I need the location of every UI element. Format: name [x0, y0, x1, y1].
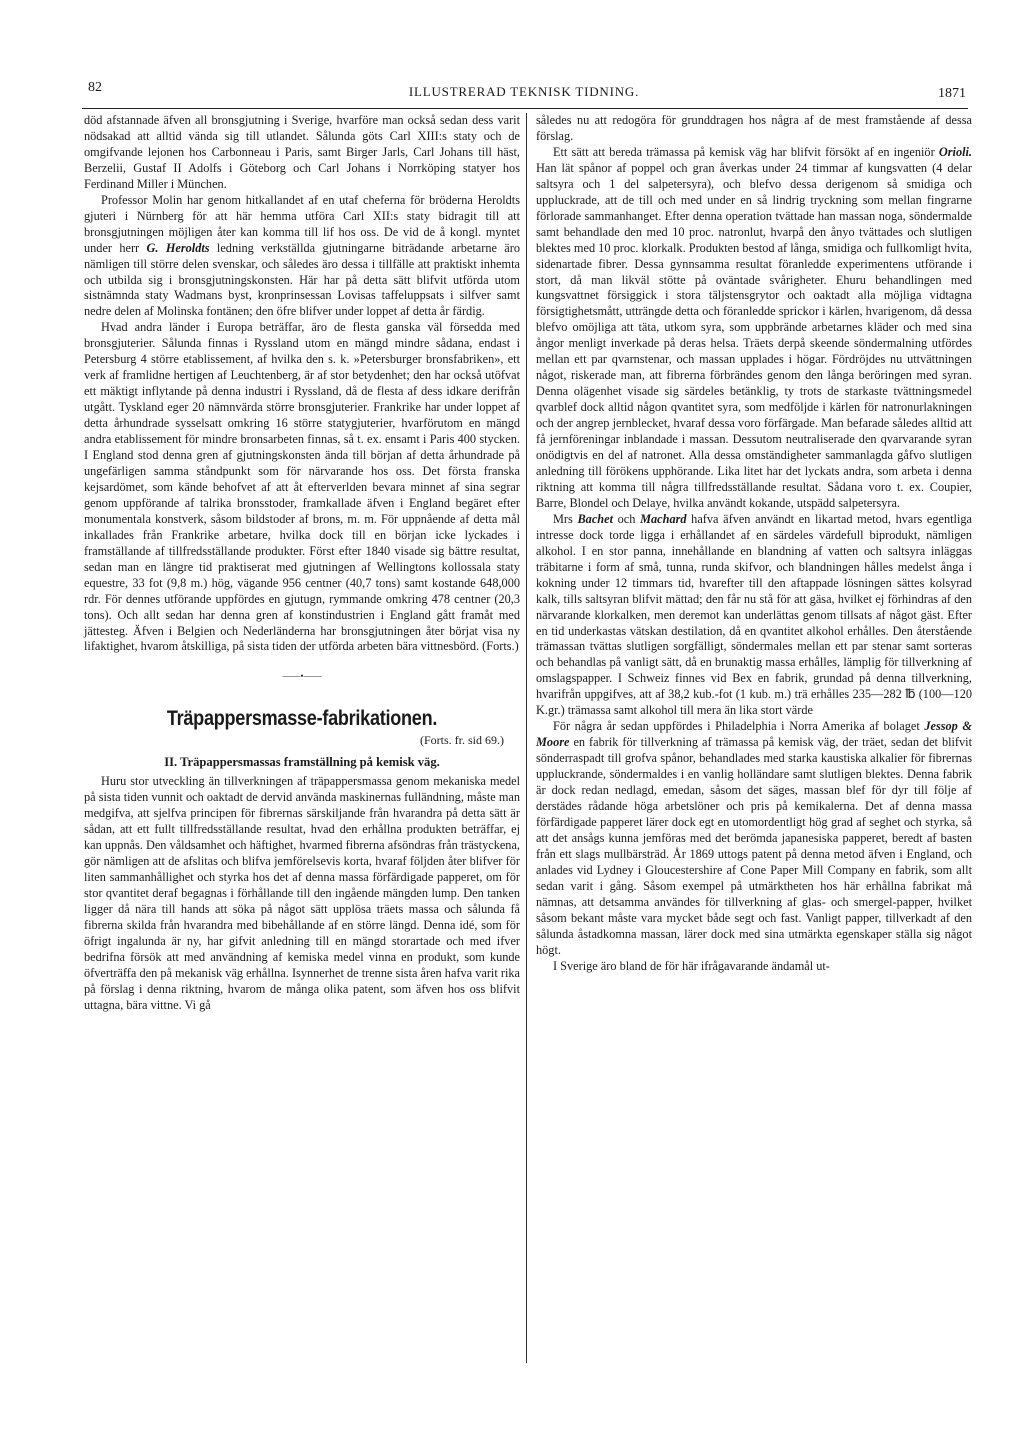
text-run: en fabrik för tillverkning af trämassa på kemisk väg, der träet, sedan det blifvit sönderraspadt till grofva spånor, behandlades med starka kaustiska alkalier för fibrernas uppluckrande, söndermaldes i en vanlig holländare samt slutligen blektes. Denna fabrik är dock redan nedlagd, emedan, såsom det säges, massan blef för dyr till följe af derstädes rådande höga arbetslöner och pris på kemikalerna. Det af denna massa förfärdigade papperet lärer dock egt en utomordentligt hög grad af seghet och styrka, så att det ansågs kunna jemföras med det berömda japanesiska papperet, beredt af basten från ett slags mullbärsträd. År 1869 uttogs patent på denna metod äfven i England, och anlades vid Lydney i Gloucestershire af Cone Paper Mill Company en fabrik, som allt sedan varit i gång. Såsom exempel på utmärktheten hos här erhållna fabrikat må nämnas, att detsamma användes för tillverkning af glas- och smergel-papper, hvilket såsom bekant måste vara mycket både segt och fast. Vanligt papper, tillverkadt af den sålunda åstadkomna massan, lärer dock med sina utmärkta egenskaper ställa sig något högt. [536, 735, 972, 957]
text-run: För några år sedan uppfördes i Philadelphia i Norra Amerika af bolaget [553, 719, 925, 734]
left-column [84, 113, 520, 1014]
text-run: hafva äfven användt en likartad metod, hvars egentliga intresse dock torde ligga i erhållandet af en särdeles värdefull biprodukt, nämligen alkohol. I en stor panna, innehållande en blandning af vatten och saltsyra inläggas träbitarne i form af små, tunna, runda skifvor, och blandningen hålles medelst ånga i kokning under 12 timmars tid, hvarefter till den aftappade lösningen sättes kolsyrad kalk, tills saltsyran blifvit mättad; den får nu stå för att gäsa, hvilket ej förhindras af den närvarande klorkalken, men deremot kan underlättas genom tillsats af något gäst. Efter en tid underkastas vätskan destilation, då en qvantitet alkohol erhålles. Den återstående trämassan tvättas slutligen sorgfälligt, söndermales mellan ett par stenar samt sorteras och behandlas på vanligt sätt, då en brunaktig massa erhålles, lämplig för tillverkning af omslagspapper. I Schweiz finnes vid Bex en fabrik, grundad på denna tillverkning, hvarifrån uppgifves, att af 38,2 kub.-fot (1 kub. m.) trä erhålles 235—282 ℔ (100—120 K.gr.) trämassa samt alkohol till mera än lika stort värde [536, 511, 972, 718]
paragraph: således nu att redogöra för grunddragen hos några af de mest framstående af dessa förslag. [536, 113, 972, 143]
paragraph: Huru stor utveckling än tillverkningen af träpappersmassa genom mekaniska medel på sista tiden vunnit och oaktadt de dervid använda maskinernas fulländning, måste man medgifva, att sjelfva principen för fibrernas särskiljande från hvarandra på detta sätt är sådan, att ett fullt tillfredsställande resultat, hvad den erhållna produkten beträffar, ej kan uppnås. Den våldsamhet och häftighet, hvarmed fibrerna afsöndras från trästyckena, gör nämligen att de afslitas och blifva jemförelsevis korta, hvaraf följden åter blifver för liten sammanhållighet och styrka hos det af denna massa förfärdigade papperet, om för stor qvantitet deraf begagnas i förhållande till den ingående mängden lump. Den tanken ligger då nära till hands att söka på något sätt upplösa träets massa och sålunda få fibrerna skilda från hvarandra med bibehållande af en större längd. Denna idé, som för öfrigt ingalunda är ny, har gifvit anledning till en mängd storartade och med ifver bedrifna försök att med användning af kemiska medel vinna en produkt, som kunde öfverträffa den på mekanisk väg erhållna. Isynnerhet de trenne sista åren hafva varit rika på förslag i denna riktning, hvarom de många olika patent, som äfven hos oss blifvit uttagna, bära vittne. Vi gå [84, 774, 520, 1012]
right-column [536, 113, 972, 974]
section-subtitle: II. Träpappersmassas framställning på kemisk väg. [164, 755, 440, 770]
section-title: Träpappersmasse-fabrikationen. [166, 707, 438, 731]
paragraph [536, 719, 972, 958]
header-rule [82, 108, 968, 109]
text-run: Han lät spånor af poppel och gran åverkas under 24 timmar af kungsvatten (4 delar saltsyra och 1 del salpetersyra), och blefvo dessa derigenom så smidiga och uppluckrade, att de till och med under en så lindrig tryckning som mellan fingrarne förlorade sammanhanget. Efter denna operation tvättade han massan noga, söndermalde samt behandlade den med 10 proc. natronlut, hvarpå den ånyo tvättades och slutligen blektes med 10 proc. klorkalk. Produkten bestod af långa, smidiga och fullkomligt hvita, sidenartade fibrer. Dessa gynnsamma resultat föranledde experimentens utförande i stort, då man likväl stötte på oväntade svårigheter. Ehuru behandlingen med kungsvattnet försiggick i stora täljstensgrytor och oaktadt alla möjliga vidtagna försigtighetsmått, utträngde detta och föranledde sprickor i kärlen, hvarigenom, då dessa blefvo omöjliga att täta, utkom syra, som uppbrände arbetarnes kläder och med sina ångor menligt inverkade på deras helsa. Träets derpå skeende söndermalning utfördes mellan ett par qvarnstenar, och massan upplades i högar. Fördröjdes nu uttvättningen något, riskerade man, att fibrerna förbrändes genom den långa beröringen med syran. Denna olägenhet visade sig särdeles betänklig, ty trots de starkaste tvättningsmedel qvarblef dock alltid någon qvantitet syra, som medföljde i kärlen för natronurlakningen och der angrep jernblecket, hvaraf dessa voro förfärgade. Man befarade således alltid att få jernföreningar inblandade i massan. Dessutom neutraliserade den qvarvarande syran onödigtvis en del af natronet. Alla dessa omständigheter sammanlagda gåfvo slutligen anledning till förökens upphörande. Lika litet har det lyckats andra, som arbeta i denna riktning att komma till några tillfredsställande resultat. Sådana voro t. ex. Coupier, Barre, Blondel och Delaye, hvilka användt kokande, utspädd salpetersyra. [536, 160, 972, 510]
column-separator [526, 113, 527, 1363]
paragraph: I Sverige äro bland de för här ifrågavarande ändamål ut- [553, 958, 830, 973]
person-name: Bachet [577, 511, 613, 526]
text-run: och [613, 511, 641, 526]
person-name: Machard [640, 511, 687, 526]
paragraph [84, 193, 520, 321]
text-run: Ett sätt att bereda trämassa på kemisk väg har blifvit försökt af en ingeniör [553, 144, 939, 159]
text-run: Professor Molin har genom hitkallandet af en utaf cheferna för bröderna Heroldts gjuteri i Nürnberg för att här hemma utföra Carl XII:s staty bidragit till att bronsgjutningen möjligen åter kan komma till lif hos oss. De vid de å kongl. myntet under herr [84, 192, 520, 255]
paragraph [536, 512, 972, 719]
company-name: Jessop & Moore [536, 719, 972, 750]
journal-title: ILLUSTRERAD TEKNISK TIDNING. [408, 84, 640, 99]
paragraph: död afstannade äfven all bronsgjutning i Sverige, hvarföre man också sedan dess varit nödsakad att alltid vända sig till utlandet. Sålunda göts Carl XIII:s staty och de omgifvande lejonen hos Carbonneau i Paris, samt Birger Jarls, Carl Johans till häst, Berzelii, Gustaf II Adolfs i Göteborg och Carl Johans i Norrköping statyer hos Ferdinand Miller i München. [84, 113, 520, 191]
section-divider: ——•—— [282, 671, 322, 682]
year: 1871 [938, 86, 966, 101]
text-run: ledning verkställda gjutningarne biträdande arbetarne äro nämligen till större delen svenskar, och således äro dessa i tillfälle att praktiskt inhemta och utbilda sig i bronsgjutningskonsten. Här har på detta sätt blifvit utförda utom sistnämnda staty Wadmans byst, kronprinsessan Lovisas taffeluppsats i silfver samt nedre delen af Molinska fontänen; den öfre blifver under loppet af detta år färdig. [84, 240, 521, 319]
continuation-note: (Forts. fr. sid 69.) [420, 733, 504, 748]
person-name: Orioli. [938, 144, 972, 159]
paragraph [536, 145, 972, 512]
person-name: G. Heroldts [146, 240, 210, 255]
paragraph: Hvad andra länder i Europa beträffar, äro de flesta ganska väl försedda med bronsgjuterier. Sålunda finnas i Ryssland utom en mängd mindre sådana, endast i Petersburg 4 större etablissement, af hvilka den s. k. »Petersburger bronsfabriken», ett verk af framlidne hertigen af Leuchtenberg, är af stor betydenhet; den har också utöfvat ett mäktigt inflytande på denna industri i Ryssland, då de flesta af dess idkare derifrån utgått. Tyskland eger 20 nämnvärda större bronsgjuterier. Frankrike har under loppet af detta århundrade sysselsatt omkring 16 större statygjuterier, hvarförutom en mängd andra etablissement för mindre bronsarbeten finnas, så t. ex. ensamt i Paris 400 stycken. I England stod denna gren af gjutningskonsten ända till början af detta århundrade på ungefärligen samma ståndpunkt som för närvarande hos oss. Det första franska kejsardömet, som kände behofvet af att åt efterverlden bevara minnet af sina segrar genom uppförande af talrika bronsstoder, framkallade äfven i England begäret efter monumentala konstverk, såsom bildstoder af brons, m. m. För uppnående af detta mål inkallades från Frankrike arbetare, hvilka dock till en början icke lyckades i framställande af tillfredsställande produkter. Först efter 1840 visade sig bättre resultat, sedan man en längre tid praktiserat med gjutningen af Wellingtons kollossala staty equestre, 33 fot (9,8 m.) hög, vägande 956 centner (40,7 tons) samt kostande 648,000 rdr. För dennes utförande uppfördes en gjutugn, rymmande omkring 478 centner (20,3 tons). Och allt sedan har denna gren af konstindustrien i England gått framåt med jättesteg. Äfven i Belgien och Nederländerna har bronsgjutningen åter börjat visa ny lifaktighet, hvarom åtskilliga, på sista tiden der utförda arbeten bära vittnesbörd. (Forts.) [84, 320, 520, 654]
text-run: Mrs [553, 511, 578, 526]
page-number: 82 [88, 80, 102, 95]
page-header [82, 78, 966, 104]
